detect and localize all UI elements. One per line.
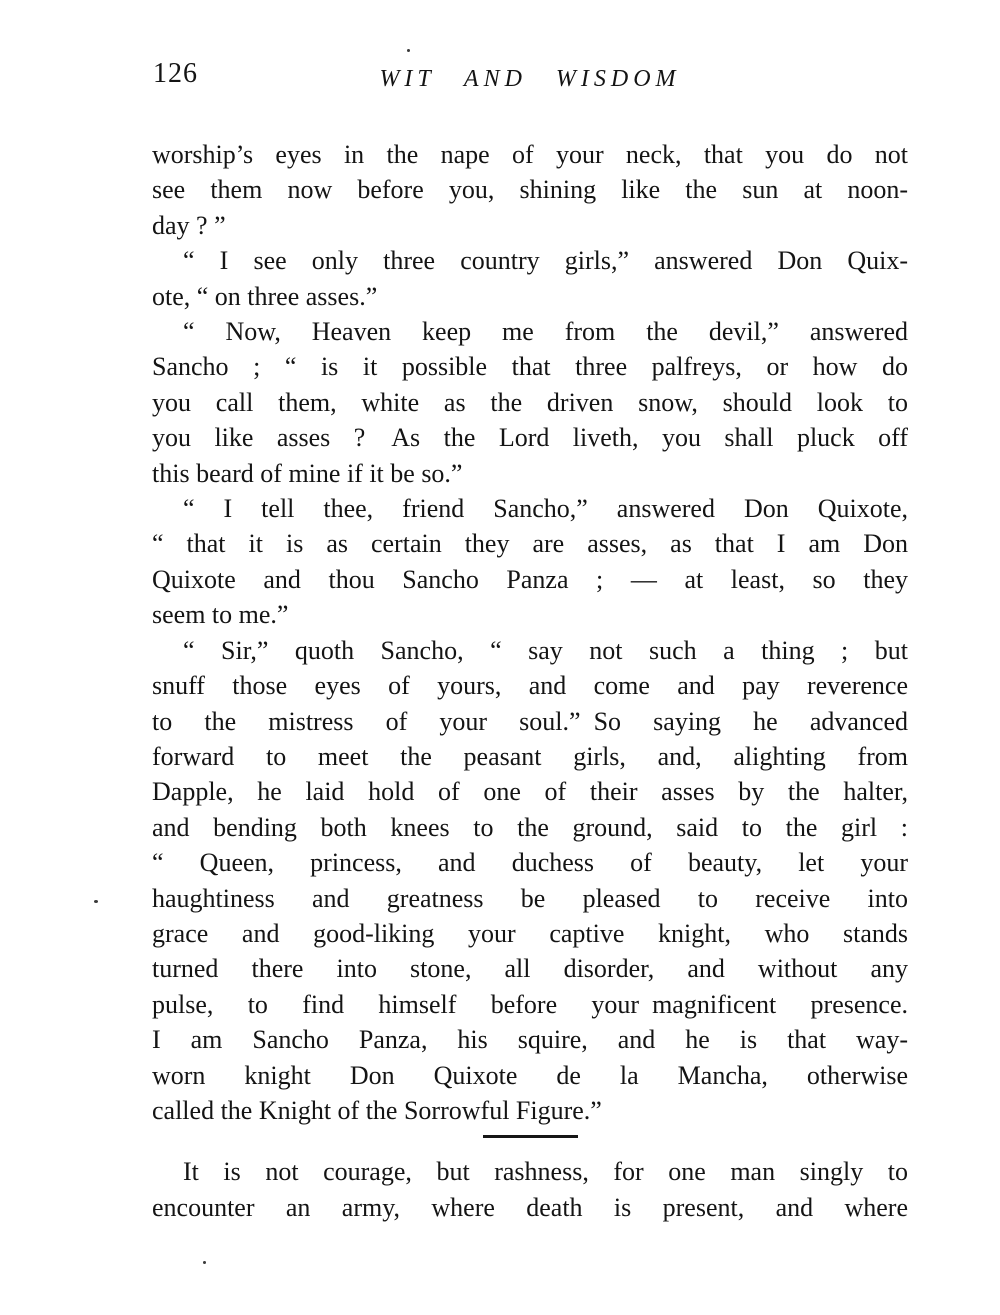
text-line: called the Knight of the Sorrowful Figure.” bbox=[152, 1095, 602, 1125]
paragraph bbox=[152, 137, 908, 243]
text-line: It is not courage, but rashness, for one man singly to bbox=[183, 1157, 908, 1187]
text-line: encounter an army, where death is present, and where bbox=[152, 1192, 908, 1222]
text-line: “ Queen, princess, and duchess of beauty, let your bbox=[152, 848, 908, 878]
ink-speck bbox=[203, 1261, 206, 1264]
paragraph bbox=[152, 1154, 908, 1225]
text-line: seem to me.” bbox=[152, 600, 289, 630]
paragraph bbox=[152, 491, 908, 633]
text-line: ote, “ on three asses.” bbox=[152, 281, 378, 311]
text-line: “ that it is as certain they are asses, as that I am Don bbox=[152, 529, 908, 559]
section-divider bbox=[483, 1135, 578, 1138]
text-line: turned there into stone, all disorder, and without any bbox=[152, 954, 908, 984]
text-line: worship’s eyes in the nape of your neck, that you do not bbox=[152, 140, 908, 169]
paragraph bbox=[152, 314, 908, 491]
text-line: this beard of mine if it be so.” bbox=[152, 458, 463, 488]
text-line: grace and good-liking your captive knight, who stands bbox=[152, 918, 908, 948]
text-line: day ? ” bbox=[152, 210, 226, 240]
text-line: haughtiness and greatness be pleased to receive into bbox=[152, 883, 908, 913]
page-number: 126 bbox=[153, 58, 198, 89]
text-line: Sancho ; “ is it possible that three palfreys, or how do bbox=[152, 352, 908, 382]
text-line: worn knight Don Quixote de la Mancha, otherwise bbox=[152, 1060, 908, 1090]
text-line: I am Sancho Panza, his squire, and he is that way- bbox=[152, 1025, 908, 1055]
body-text bbox=[152, 137, 908, 1225]
text-line: “ Now, Heaven keep me from the devil,” answered bbox=[183, 317, 908, 347]
text-line: you like asses ? As the Lord liveth, you shall pluck off bbox=[152, 423, 908, 453]
ink-speck bbox=[407, 49, 410, 52]
text-line: “ I tell thee, friend Sancho,” answered Don Quixote, bbox=[183, 494, 908, 524]
text-line: “ I see only three country girls,” answered Don Quix- bbox=[183, 246, 908, 276]
text-line: you call them, white as the driven snow, should look to bbox=[152, 387, 908, 417]
ink-speck bbox=[94, 900, 98, 903]
text-line: to the mistress of your soul.” So saying he advanced bbox=[152, 706, 908, 736]
running-title: WIT AND WISDOM bbox=[379, 66, 681, 92]
text-line: snuff those eyes of yours, and come and pay reverence bbox=[152, 671, 908, 701]
text-line: forward to meet the peasant girls, and, alighting from bbox=[152, 741, 908, 771]
text-line: Quixote and thou Sancho Panza ; — at least, so they bbox=[152, 564, 908, 594]
text-line: see them now before you, shining like the sun at noon- bbox=[152, 175, 908, 205]
text-line: and bending both knees to the ground, said to the girl : bbox=[152, 812, 908, 842]
text-line: “ Sir,” quoth Sancho, “ say not such a thing ; but bbox=[183, 635, 908, 665]
text-line: pulse, to find himself before your magnificent presence. bbox=[152, 989, 908, 1019]
paragraph bbox=[152, 243, 908, 314]
text-line: Dapple, he laid hold of one of their asses by the halter, bbox=[152, 777, 908, 807]
paragraph bbox=[152, 633, 908, 1129]
